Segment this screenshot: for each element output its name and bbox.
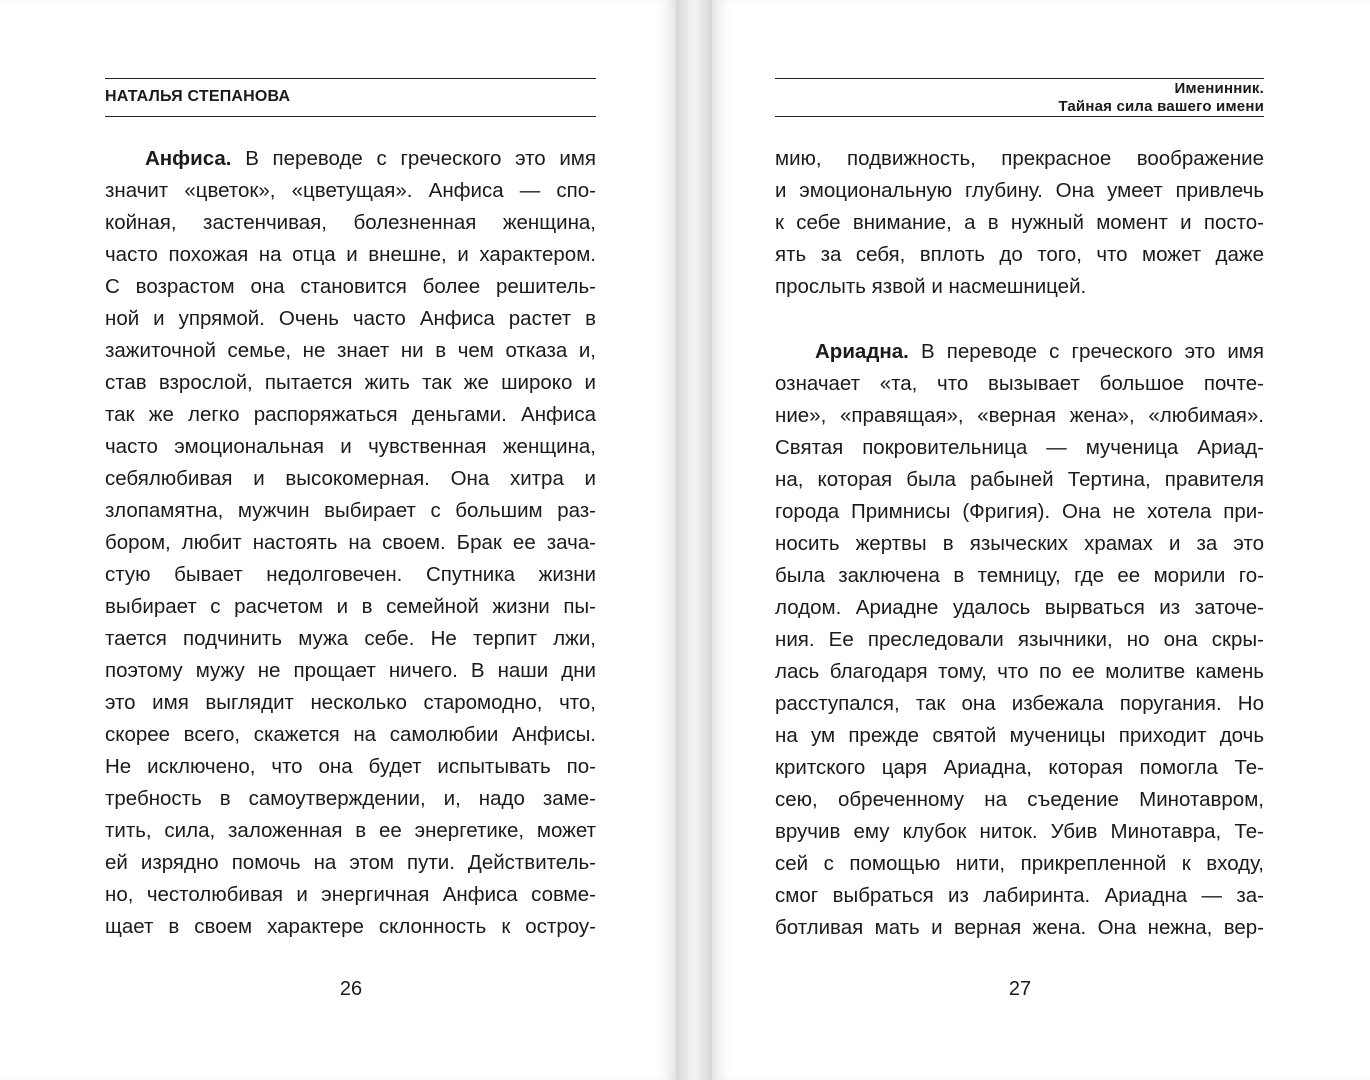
text-line: Не исключено, что она будет испытывать по- xyxy=(105,755,596,778)
header-rule-bottom xyxy=(105,116,596,117)
text-line: критского царя Ариадна, которая помогла Те- xyxy=(775,756,1264,779)
running-head-line-2: Тайная сила вашего имени xyxy=(1058,98,1264,115)
entry-term: Ариадна. xyxy=(815,340,909,363)
entry-text: В переводе с греческого это имя xyxy=(245,147,597,170)
text-line: койная, застенчивая, болезненная женщина, xyxy=(105,211,596,234)
header-rule-top xyxy=(775,78,1264,79)
header-rule-bottom xyxy=(775,116,1264,117)
text-line: и эмоциональную глубину. Она умеет привлечь xyxy=(775,179,1264,202)
text-line: ния. Ее преследовали язычники, но она скры- xyxy=(775,628,1264,651)
text-line: означает «та, что вызывает большое почте- xyxy=(775,372,1264,395)
text-line: скорее всего, скажется на самолюбии Анфисы. xyxy=(105,723,596,746)
text-line: себялюбивая и высокомерная. Она хитра и xyxy=(105,467,596,490)
text-line: выбирает с расчетом и в семейной жизни пы- xyxy=(105,595,596,618)
text-line: смог выбраться из лабиринта. Ариадна — за- xyxy=(775,884,1264,907)
text-line: на ум прежде святой мученицы приходит дочь xyxy=(775,724,1264,747)
text-line: лась благодаря тому, что по ее молитве камень xyxy=(775,660,1264,683)
entry-first-line xyxy=(775,336,1264,368)
entry-anfisa-continuation xyxy=(775,143,1264,303)
text-line: города Примнисы (Фригия). Она не хотела при- xyxy=(775,500,1264,523)
text-line: лодом. Ариадне удалось вырваться из заточе- xyxy=(775,596,1264,619)
left-page xyxy=(0,0,676,1080)
text-line: С возрастом она становится более решитель- xyxy=(105,275,596,298)
text-line: часто эмоциональная и чувственная женщина, xyxy=(105,435,596,458)
text-line: часто похожая на отца и внешне, и характером. xyxy=(105,243,596,266)
book-gutter xyxy=(676,0,712,1080)
text-line: значит «цветок», «цветущая». Анфиса — спо- xyxy=(105,179,596,202)
text-line: ние», «правящая», «верная жена», «любимая». xyxy=(775,404,1264,427)
text-line: так же легко распоряжаться деньгами. Анфиса xyxy=(105,403,596,426)
entry-anfisa xyxy=(105,143,596,943)
text-line: ной и упрямой. Очень часто Анфиса растет в xyxy=(105,307,596,330)
text-line: расступался, так она избежала поругания. Но xyxy=(775,692,1264,715)
text-line: тить, сила, заложенная в ее энергетике, может xyxy=(105,819,596,842)
text-line: поэтому мужу не прощает ничего. В наши дни xyxy=(105,659,596,682)
text-line: вручив ему клубок ниток. Убив Минотавра, Те- xyxy=(775,820,1264,843)
page-number: 26 xyxy=(339,978,363,1000)
text-line: носить жертвы в языческих храмах и за это xyxy=(775,532,1264,555)
header-rule-top xyxy=(105,78,596,79)
entry-text: В переводе с греческого это имя xyxy=(920,340,1264,363)
running-head-line-1: Именинник. xyxy=(1174,80,1264,97)
text-line: сей с помощью нити, прикрепленной к входу, xyxy=(775,852,1264,875)
text-line: мию, подвижность, прекрасное воображение xyxy=(775,147,1264,170)
text-line: на, которая была рабыней Тертина, правителя xyxy=(775,468,1264,491)
text-line: зажиточной семье, не знает ни в чем отказа и, xyxy=(105,339,596,362)
text-line: злопамятна, мужчин выбирает с большим раз- xyxy=(105,499,596,522)
text-line: тается подчинить мужа себе. Не терпит лжи, xyxy=(105,627,596,650)
running-head-author: НАТАЛЬЯ СТЕПАНОВА xyxy=(105,88,291,105)
page-number: 27 xyxy=(1008,978,1032,1000)
text-line: требность в самоутверждении, и, надо заме- xyxy=(105,787,596,810)
entry-ariadna xyxy=(775,336,1264,944)
text-line: была заключена в темницу, где ее морили го- xyxy=(775,564,1264,587)
running-head-title xyxy=(775,80,1264,116)
text-line: сею, обреченному на съедение Минотавром, xyxy=(775,788,1264,811)
text-line: Святая покровительница — мученица Ариад- xyxy=(775,436,1264,459)
text-line: бором, любит настоять на своем. Брак ее зача- xyxy=(105,531,596,554)
text-line: ботливая мать и верная жена. Она нежна, вер- xyxy=(775,916,1264,939)
right-page xyxy=(712,0,1370,1080)
text-line: прослыть язвой и насмешницей. xyxy=(775,275,1087,298)
text-line: но, честолюбивая и энергичная Анфиса совме- xyxy=(105,883,596,906)
text-line: к себе внимание, а в нужный момент и посто- xyxy=(775,211,1264,234)
text-line: ей изрядно помочь на этом пути. Действитель- xyxy=(105,851,596,874)
entry-term: Анфиса. xyxy=(145,147,232,170)
text-line: это имя выглядит несколько старомодно, что, xyxy=(105,691,596,714)
text-line: став взрослой, пытается жить так же широко и xyxy=(105,371,596,394)
text-line: стую бывает недолговечен. Спутника жизни xyxy=(105,563,596,586)
entry-first-line xyxy=(105,143,596,175)
text-line: щает в своем характере склонность к остроу- xyxy=(105,915,596,938)
text-line: ять за себя, вплоть до того, что может даже xyxy=(775,243,1264,266)
